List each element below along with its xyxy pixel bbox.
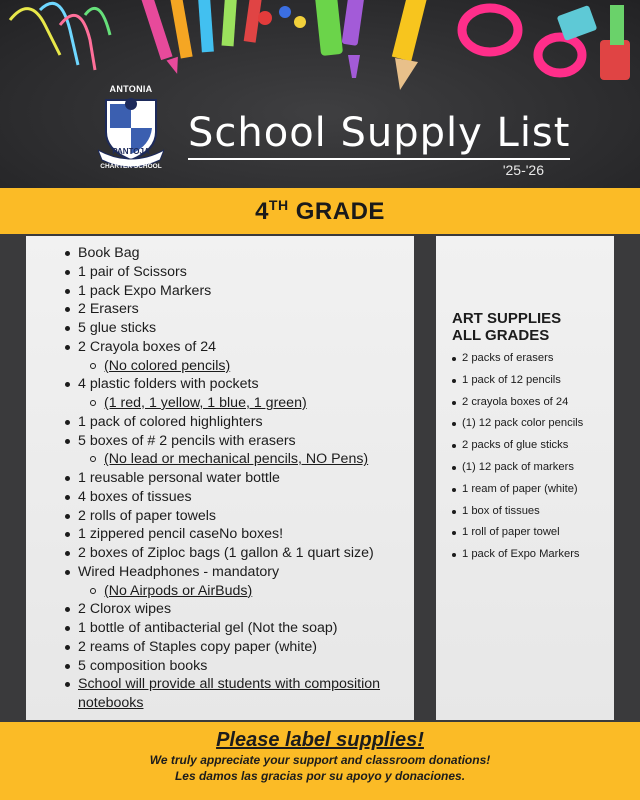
supply-item-text: 2 Crayola boxes of 24 [78,338,217,355]
supply-list [26,236,414,713]
supply-item [78,244,414,263]
supply-item-text: 2 Erasers [78,301,139,318]
supply-item [78,375,414,394]
supply-sub-item [78,357,414,376]
supply-item-text: 2 Clorox wipes [78,601,172,618]
grade-word: GRADE [295,197,385,225]
header-chalkboard [0,0,640,188]
supply-item [78,282,414,301]
supply-item-text: School will provide all students with composition notebooks [78,676,381,711]
supply-item-text: 5 boxes of # 2 pencils with erasers [78,432,296,449]
art-supply-item: (1) 12 pack color pencils [462,413,610,435]
supply-item [78,563,414,582]
supply-item-text: (No lead or mechanical pencils, NO Pens) [104,451,369,468]
supply-item-text: 2 boxes of Ziploc bags (1 gallon & 1 quart size) [78,545,374,561]
logo-text-top: ANTONIA [109,84,153,94]
supply-item-text: 1 zippered pencil caseNo boxes! [78,526,284,543]
supply-item [78,507,414,526]
supply-sub-item [78,450,414,469]
art-title-line2: ALL GRADES [452,327,550,344]
supply-item [78,263,414,282]
school-year: '25-'26 [502,162,544,178]
supply-item [78,619,414,638]
supply-item [78,600,414,619]
supply-item-text: (No colored pencils) [104,357,231,374]
art-supply-item: 1 roll of paper towel [462,522,610,544]
supply-item-text: 1 pair of Scissors [78,263,187,280]
footer-title: Please label supplies! [216,729,424,751]
grade-banner [0,188,640,234]
supply-item-text: (1 red, 1 yellow, 1 blue, 1 green) [104,395,307,411]
supply-sub-item [78,394,414,413]
supply-item [78,432,414,451]
supply-item [78,338,414,357]
art-supplies-panel [436,236,614,720]
supply-item [78,657,414,676]
art-supply-item: 1 pack of 12 pencils [462,370,610,392]
art-supply-item: 1 box of tissues [462,501,610,523]
supply-sub-item [78,582,414,601]
art-supply-item: 1 ream of paper (white) [462,479,610,501]
footer-line-spanish: Les damos las gracias por su apoyo y donaciones. [174,769,466,783]
supply-item [78,544,414,563]
supply-item-text: Wired Headphones - mandatory [78,563,280,580]
logo-text-middle: PANTOJA [112,147,150,156]
supply-list-panel [26,236,414,720]
page-title: School Supply List [188,110,570,160]
supply-item-text: Book Bag [78,245,140,261]
supply-item [78,300,414,319]
footer-banner [0,722,640,800]
supply-item-text: 5 glue sticks [78,320,157,336]
art-supply-item: 2 packs of glue sticks [462,435,610,457]
art-supply-item: (1) 12 pack of markers [462,457,610,479]
supply-item-text: (No Airpods or AirBuds) [104,582,253,599]
supply-item-text: 4 boxes of tissues [78,488,192,505]
art-supplies-title [452,310,561,344]
supply-item-text: 1 pack Expo Markers [78,282,212,299]
supply-item [78,675,414,713]
supply-item-text: 1 reusable personal water bottle [78,470,280,486]
supply-item-text: 4 plastic folders with pockets [78,376,259,393]
grade-number: 4 [255,197,269,225]
supply-item [78,525,414,544]
art-supply-item: 1 pack of Expo Markers [462,544,610,566]
supply-item [78,638,414,657]
grade-heading [255,197,385,226]
art-supply-list [462,348,610,566]
art-supply-item: 2 packs of erasers [462,348,610,370]
school-crest-logo [98,84,164,174]
supply-item [78,413,414,432]
supply-item [78,488,414,507]
grade-suffix: TH [268,196,289,213]
supply-item-text: 1 pack of colored highlighters [78,413,263,430]
footer-line-english: We truly appreciate your support and classroom donations! [149,753,491,767]
supply-item [78,469,414,488]
art-title-line1: ART SUPPLIES [452,310,562,327]
supply-item [78,319,414,338]
logo-text-bottom: CHARTER SCHOOL [100,163,162,170]
supply-item-text: 5 composition books [78,657,208,674]
supply-item-text: 1 bottle of antibacterial gel (Not the soap) [78,620,338,636]
supply-item-text: 2 reams of Staples copy paper (white) [78,638,317,655]
supply-item-text: 2 rolls of paper towels [78,507,217,524]
art-supply-item: 2 crayola boxes of 24 [462,392,610,414]
